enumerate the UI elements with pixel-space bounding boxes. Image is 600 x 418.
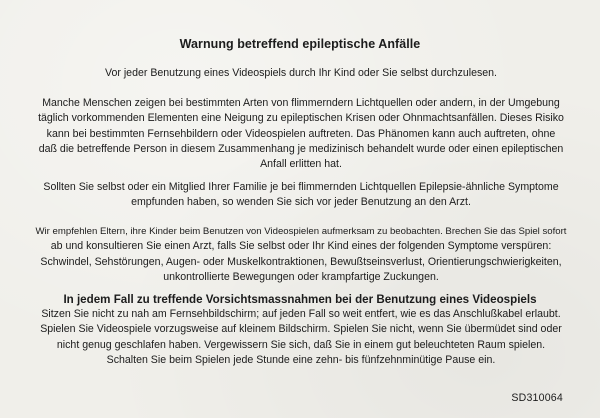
- paragraph-line: Sollten Sie selbst oder ein Mitglied Ihrer Familie je bei flimmernden Lichtquellen Epilepsie-ähnliche Symptome: [43, 181, 559, 193]
- paragraph-line: daß die betreffende Person in diesem Zusammenhang je medizinisch behandelt wurde oder einen epileptischen: [38, 142, 564, 155]
- paragraph-family: [30, 180, 572, 211]
- precautions-heading: In jedem Fall zu treffende Vorsichtsmassnahmen bei der Benutzung eines Videospiels: [63, 293, 537, 306]
- paragraph-precautions: [30, 307, 572, 368]
- paragraph-line: ab und konsultieren Sie einen Arzt, falls Sie selbst oder Ihr Kind eines der folgenden Symptome verspüren:: [50, 240, 552, 253]
- paragraph-risk: [30, 96, 572, 172]
- paragraph-line: empfunden haben, so wenden Sie sich vor jeder Benutzung an den Arzt.: [131, 196, 471, 209]
- document-code: SD310064: [511, 392, 563, 404]
- paragraph-line: Wir empfehlen Eltern, ihre Kinder beim Benutzen von Videospielen aufmerksam zu beobachten. Brechen Sie das Spiel sofort: [35, 226, 567, 237]
- paragraph-line: kann bei bestimmten Fernsehbildern oder Videospielen auftreten. Das Phänomen kann auch auftreten, ohne: [46, 127, 556, 140]
- paragraph-line: Schwindel, Sehstörungen, Augen- oder Muskelkontraktionen, Bewußtseinsverlust, Orientierungschwierigkeiten,: [40, 255, 562, 268]
- paragraph-line: nicht genug geschlafen haben. Vergewissern Sie sich, daß Sie in einem gut beleuchteten Raum spielen.: [56, 338, 546, 351]
- paragraph-line: Manche Menschen zeigen bei bestimmten Arten von flimmerndern Lichtquellen oder andern, in der Umgebung: [42, 97, 560, 109]
- paragraph-line: Anfall erlitten hat.: [260, 158, 342, 171]
- paragraph-line: unkontrollierte Bewegungen oder krampfartige Zuckungen.: [163, 270, 439, 283]
- paragraph-line: Sitzen Sie nicht zu nah am Fernsehbildschirm; auf jeden Fall so weit entfert, wie es das Anschlußkabel erlaubt.: [41, 308, 561, 320]
- intro-paragraph: [30, 66, 572, 81]
- paragraph-line: täglich vorkommenden Elementen eine Neigung zu epileptischen Krisen oder Ohnmachtsanfällen. Dieses Risiko: [38, 112, 564, 125]
- paragraph-line: Spielen Sie Videospiele vorzugsweise auf kleinem Bildschirm. Spielen Sie nicht, wenn Sie übermüdet sind oder: [40, 323, 562, 336]
- paragraph-symptoms: [30, 224, 572, 285]
- document-title: Warnung betreffend epileptische Anfälle: [179, 37, 421, 51]
- paragraph-line: Schalten Sie beim Spielen jede Stunde eine zehn- bis fünfzehnminütige Pause ein.: [106, 353, 496, 366]
- intro-line: Vor jeder Benutzung eines Videospiels durch Ihr Kind oder Sie selbst durchzulesen.: [104, 67, 497, 79]
